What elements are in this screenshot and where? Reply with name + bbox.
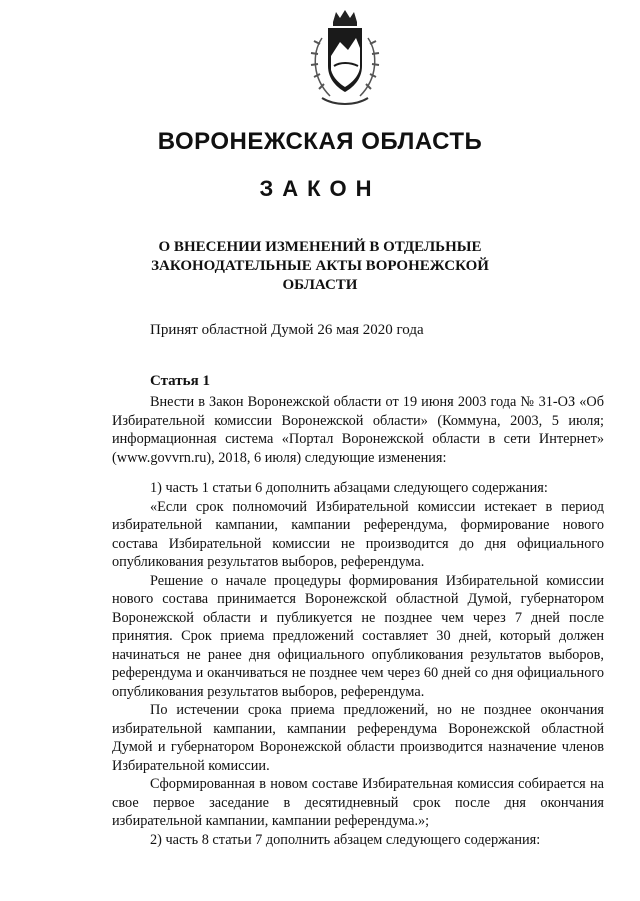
article-paragraph: По истечении срока приема предложений, но не позднее окончания избирательной кампании, кампании референдума Воронежской областной Думой и губернатором Воронежской области производится назначение членов Избирательной комиссии. <box>112 702 604 774</box>
article-paragraph: 2) часть 8 статьи 7 дополнить абзацем следующего содержания: <box>150 831 541 848</box>
article-paragraph: Решение о начале процедуры формирования Избирательной комиссии нового состава принимается Воронежской областной Думой, губернатором Воронежской области и публикуется не позднее чем через 7 дней после принятия. Срок приема предложений составляет 30 дней, который должен начинаться не ранее дня официального опубликования результатов выборов, референдума и оканчиваться не позднее чем через 60 дней со дня официального опубликования результатов выборов, референдума. <box>112 572 604 700</box>
article-body <box>112 393 604 849</box>
article-heading: Статья 1 <box>150 373 210 389</box>
article-paragraph: 1) часть 1 статьи 6 дополнить абзацами следующего содержания: <box>150 480 548 496</box>
article-paragraph: «Если срок полномочий Избирательной комиссии истекает в период избирательной кампании, кампании референдума, формирование нового состава Избирательной комиссии не производится до дня официального опубликования результатов выборов, референдума. <box>112 498 604 570</box>
article-paragraph: Внести в Закон Воронежской области от 19 июня 2003 года № 31-ОЗ «Об Избирательной комиссии Воронежской области» (Коммуна, 2003, 5 июля; информационная система «Портал Воронежской области в сети Интернет» (www.govvrn.ru), 2018, 6 июля) следующие изменения: <box>112 394 604 466</box>
adoption-date: Принят областной Думой 26 мая 2020 года <box>150 322 424 338</box>
document-type: ЗАКОН <box>259 176 381 201</box>
voronezh-coat-of-arms-icon <box>300 8 390 112</box>
region-name: ВОРОНЕЖСКАЯ ОБЛАСТЬ <box>157 128 483 155</box>
article-paragraph: Сформированная в новом составе Избирательная комиссия собирается на свое первое заседание в десятидневный срок после дня окончания избирательной кампании, кампании референдума.»; <box>112 776 604 829</box>
law-title: О ВНЕСЕНИИ ИЗМЕНЕНИЙ В ОТДЕЛЬНЫЕ ЗАКОНОДАТЕЛЬНЫЕ АКТЫ ВОРОНЕЖСКОЙ ОБЛАСТИ <box>151 239 489 293</box>
